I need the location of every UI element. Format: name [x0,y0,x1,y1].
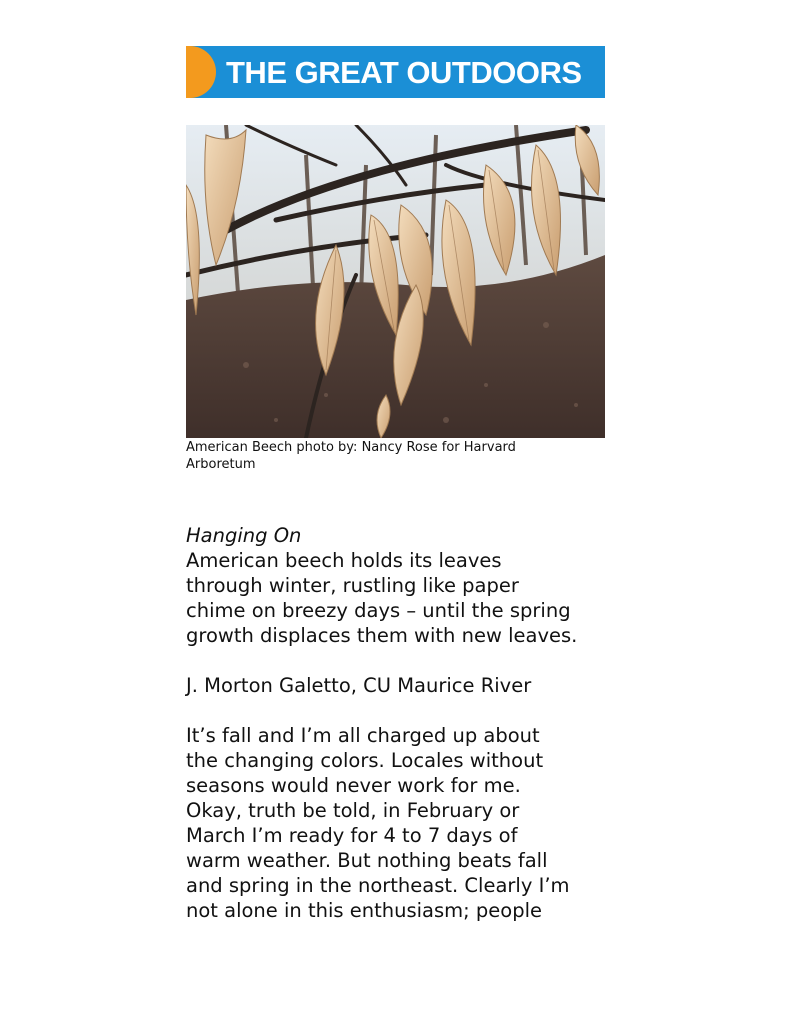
body-line: It’s fall and I’m all charged up about [186,724,540,747]
banner-orange-tab [186,46,216,98]
body-line: March I’m ready for 4 to 7 days of [186,824,518,847]
body-line: warm weather. But nothing beats fall [186,849,548,872]
intro-line: American beech holds its leaves [186,549,502,572]
article-body [186,523,616,923]
caption-line: American Beech photo by: Nancy Rose for Harvard [186,440,516,455]
article-heading: Hanging On [186,524,302,547]
article-byline: J. Morton Galetto, CU Maurice River [186,674,532,697]
photo-caption [186,439,606,473]
body-line: Okay, truth be told, in February or [186,799,520,822]
body-line: the changing colors. Locales without [186,749,544,772]
intro-line: through winter, rustling like paper [186,574,519,597]
intro-line: chime on breezy days – until the spring [186,599,571,622]
american-beech-photo [186,125,605,438]
body-line: not alone in this enthusiasm; people [186,899,543,922]
body-line: seasons would never work for me. [186,774,521,797]
header-banner [186,46,605,98]
body-line: and spring in the northeast. Clearly I’m [186,874,570,897]
banner-title: THE GREAT OUTDOORS [226,55,582,90]
intro-line: growth displaces them with new leaves. [186,624,578,647]
caption-line: Arboretum [186,457,256,472]
